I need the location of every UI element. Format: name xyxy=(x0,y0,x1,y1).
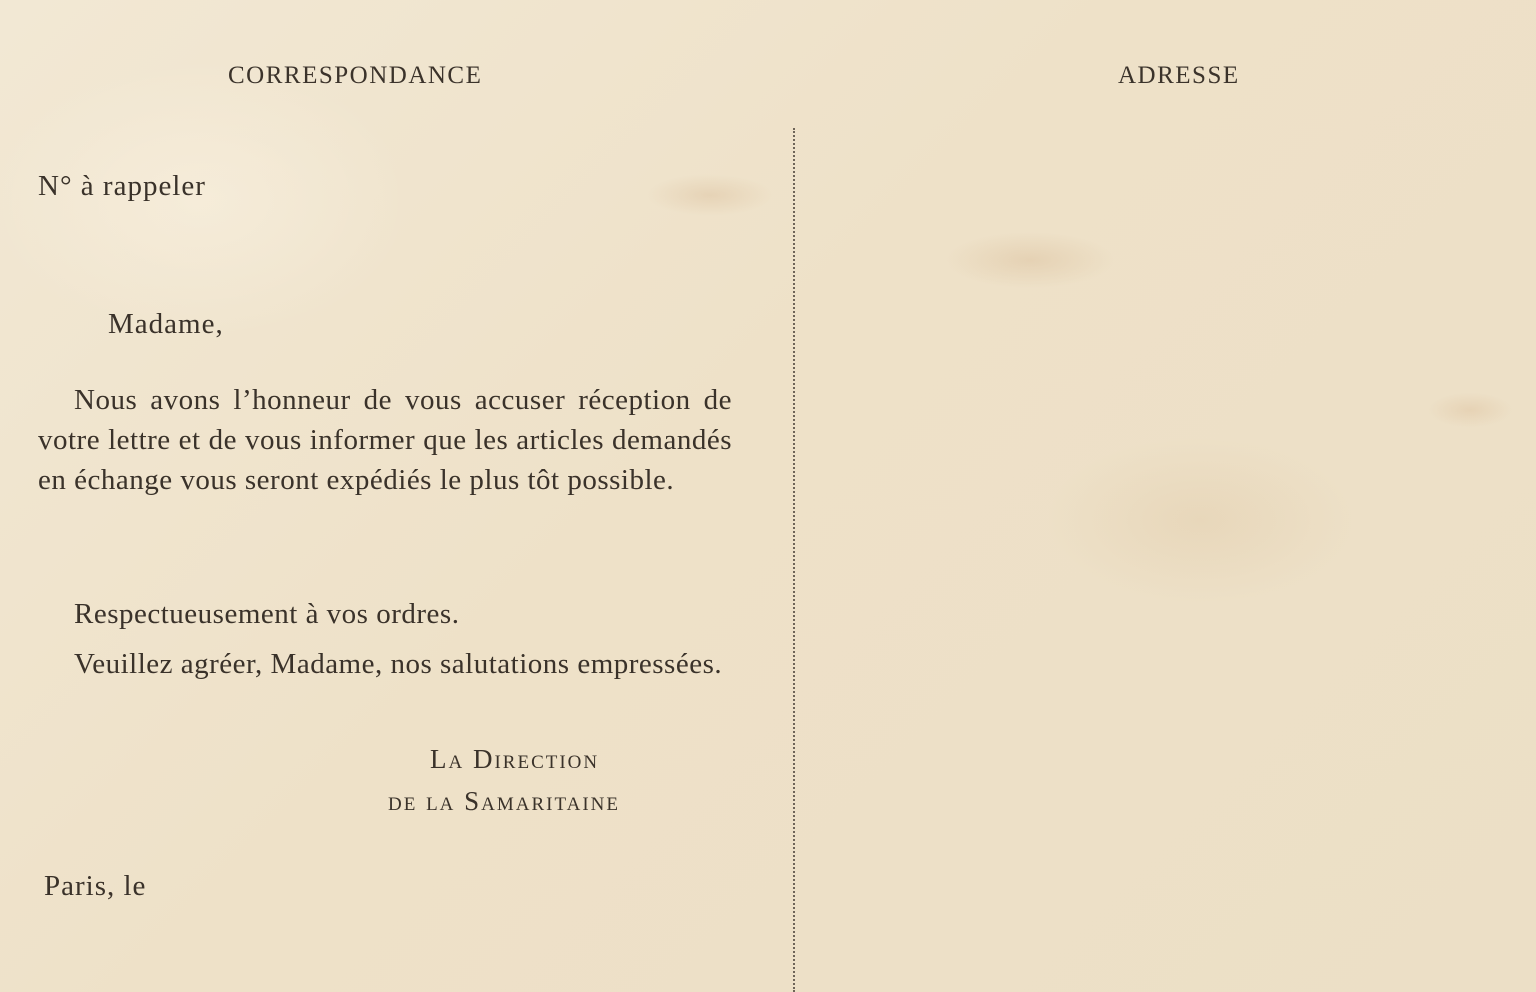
salutation: Madame, xyxy=(108,308,224,340)
place-date-line: Paris, le xyxy=(44,870,147,902)
reference-number-line: N° à rappeler xyxy=(38,170,206,202)
address-area xyxy=(800,120,1536,992)
closing-respectfully: Respectueusement à vos ordres. xyxy=(74,598,460,630)
closing-regards: Veuillez agréer, Madame, nos salutations empressées. xyxy=(74,648,723,680)
center-divider xyxy=(793,128,795,992)
address-heading: ADRESSE xyxy=(1118,62,1240,89)
signature-samaritaine: de la Samaritaine xyxy=(388,786,620,816)
correspondence-heading: CORRESPONDANCE xyxy=(228,62,483,89)
signature-direction: La Direction xyxy=(430,744,600,774)
letter-body: Nous avons l’honneur de vous accuser réception de votre lettre et de vous informer que les articles demandés en échange vous seront expédiés le plus tôt possible. xyxy=(38,384,732,496)
